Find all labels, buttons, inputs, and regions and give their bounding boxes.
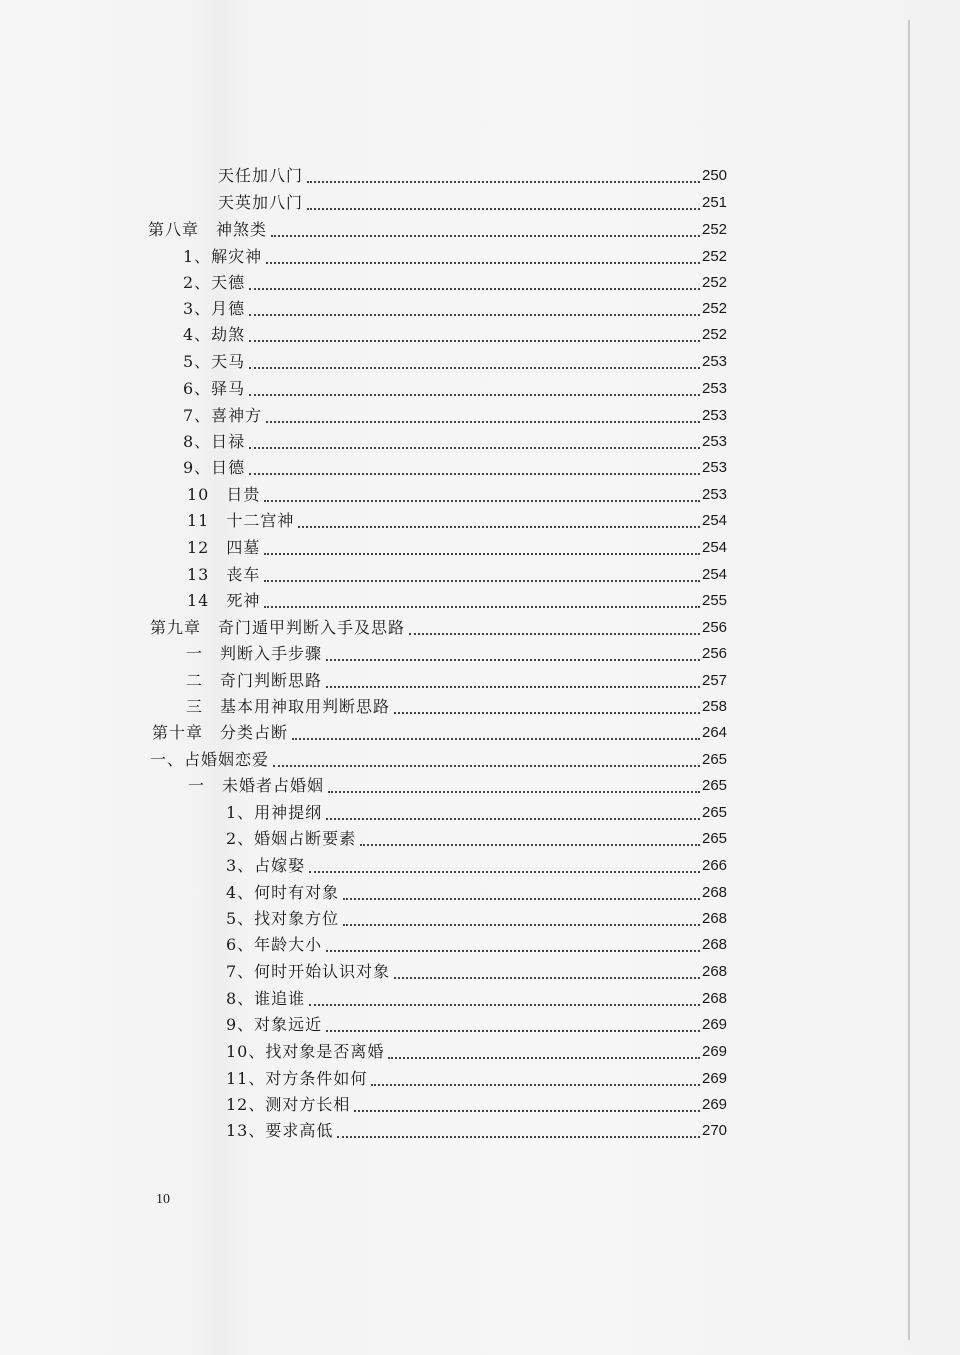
toc-leader-dots: [271, 235, 700, 237]
toc-entry-title: 6、年龄大小: [226, 935, 323, 954]
toc-entry-page: 253: [702, 433, 728, 450]
toc-entry-page: 257: [702, 672, 728, 689]
toc-leader-dots: [266, 421, 700, 423]
toc-entry-page: 265: [702, 777, 728, 794]
toc-entry: [0, 959, 960, 985]
toc-entry: [0, 1012, 960, 1038]
toc-leader-dots: [249, 288, 700, 290]
toc-entry-title: 9、对象远近: [226, 1015, 323, 1034]
toc-entry: [0, 322, 960, 348]
toc-entry-page: 268: [702, 936, 728, 953]
toc-entry-title: 2、婚姻占断要素: [226, 829, 357, 848]
toc-entry-title: 天英加八门: [218, 193, 304, 212]
toc-entry: [0, 826, 960, 852]
toc-entry: [0, 349, 960, 375]
toc-entry-page: 265: [702, 830, 728, 847]
toc-entry: [0, 1092, 960, 1118]
toc-leader-dots: [307, 181, 700, 183]
toc-entry-page: 253: [702, 459, 728, 476]
page-number: 10: [156, 1192, 170, 1207]
toc-entry: [0, 615, 960, 641]
toc-entry: [0, 641, 960, 667]
toc-entry: [0, 217, 960, 243]
toc-entry-page: 251: [702, 194, 728, 211]
toc-entry-page: 253: [702, 353, 728, 370]
toc-entry: [0, 986, 960, 1012]
toc-leader-dots: [249, 340, 700, 342]
toc-entry-title: 7、何时开始认识对象: [226, 962, 391, 981]
toc-entry-page: 250: [702, 167, 728, 184]
toc-entry-title: 11 十二宫神: [187, 511, 295, 530]
toc-entry-page: 269: [702, 1043, 728, 1060]
toc-entry-title: 二 奇门判断思路: [186, 671, 323, 690]
toc-entry-title: 14 死神: [187, 591, 261, 610]
toc-entry: [0, 747, 960, 773]
toc-leader-dots: [266, 262, 700, 264]
toc-entry: [0, 508, 960, 534]
toc-entry-page: 258: [702, 698, 728, 715]
toc-entry-title: 12、测对方长相: [226, 1095, 351, 1114]
toc-entry-page: 270: [702, 1122, 728, 1139]
toc-leader-dots: [337, 1136, 700, 1138]
toc-leader-dots: [249, 394, 700, 396]
toc-entry-title: 8、日禄: [183, 432, 246, 451]
toc-entry-title: 4、何时有对象: [226, 883, 340, 902]
toc-leader-dots: [328, 791, 700, 793]
toc-leader-dots: [264, 606, 700, 608]
toc-entry-title: 第九章 奇门遁甲判断入手及思路: [150, 618, 406, 637]
toc-leader-dots: [326, 950, 700, 952]
toc-entry-page: 256: [702, 645, 728, 662]
toc-entry-page: 269: [702, 1096, 728, 1113]
toc-entry-title: 12 四墓: [187, 538, 261, 557]
toc-leader-dots: [249, 447, 700, 449]
toc-entry-page: 268: [702, 884, 728, 901]
toc-entry-page: 252: [702, 274, 728, 291]
toc-leader-dots: [264, 580, 700, 582]
toc-entry-page: 252: [702, 300, 728, 317]
toc-leader-dots: [298, 526, 700, 528]
toc-entry-title: 13、要求高低: [226, 1121, 334, 1140]
toc-entry-title: 天任加八门: [218, 166, 304, 185]
toc-entry: [0, 1118, 960, 1144]
toc-entry: [0, 800, 960, 826]
toc-entry: [0, 482, 960, 508]
toc-entry-title: 6、驿马: [183, 379, 246, 398]
toc-leader-dots: [354, 1110, 700, 1112]
toc-entry-title: 8、谁追谁: [226, 989, 306, 1008]
toc-entry-title: 一 未婚者占婚姻: [188, 776, 325, 795]
toc-entry: [0, 880, 960, 906]
toc-entry-page: 268: [702, 910, 728, 927]
toc-entry-page: 269: [702, 1016, 728, 1033]
toc-entry-title: 4、劫煞: [183, 325, 246, 344]
toc-entry: [0, 588, 960, 614]
toc-entry-page: 254: [702, 566, 728, 583]
toc-leader-dots: [249, 367, 700, 369]
toc-entry-page: 254: [702, 512, 728, 529]
toc-leader-dots: [249, 314, 700, 316]
toc-entry-title: 10、找对象是否离婚: [226, 1042, 385, 1061]
toc-entry-page: 253: [702, 486, 728, 503]
toc-entry-page: 268: [702, 990, 728, 1007]
toc-leader-dots: [309, 871, 700, 873]
toc-leader-dots: [307, 208, 700, 210]
toc-entry-title: 5、找对象方位: [226, 909, 340, 928]
toc-leader-dots: [326, 818, 700, 820]
toc-entry-title: 3、占嫁娶: [226, 856, 306, 875]
toc-entry-page: 252: [702, 248, 728, 265]
toc-entry-title: 第八章 神煞类: [148, 220, 268, 239]
toc-entry-title: 9、日德: [183, 458, 246, 477]
toc-entry: [0, 163, 960, 189]
toc-entry-title: 一、占婚姻恋爱: [150, 750, 270, 769]
toc-entry: [0, 720, 960, 746]
toc-entry-page: 254: [702, 539, 728, 556]
toc-entry-title: 1、解灾神: [183, 247, 263, 266]
toc-entry-page: 265: [702, 804, 728, 821]
toc-entry: [0, 190, 960, 216]
toc-entry-page: 253: [702, 407, 728, 424]
toc-entry-page: 253: [702, 380, 728, 397]
toc-entry-title: 2、天德: [183, 273, 246, 292]
toc-leader-dots: [394, 712, 700, 714]
toc-entry-title: 11、对方条件如何: [226, 1069, 368, 1088]
toc-entry: [0, 244, 960, 270]
toc-entry: [0, 376, 960, 402]
toc-leader-dots: [264, 553, 700, 555]
toc-entry-page: 264: [702, 724, 728, 741]
toc-entry: [0, 694, 960, 720]
toc-entry: [0, 455, 960, 481]
toc-entry-page: 256: [702, 619, 728, 636]
toc-entry: [0, 773, 960, 799]
toc-leader-dots: [394, 977, 700, 979]
toc-leader-dots: [273, 765, 700, 767]
toc-leader-dots: [388, 1057, 700, 1059]
toc-entry-title: 5、天马: [183, 352, 246, 371]
toc-entry-page: 252: [702, 221, 728, 238]
toc-leader-dots: [371, 1084, 700, 1086]
toc-entry-page: 252: [702, 326, 728, 343]
toc-leader-dots: [326, 686, 700, 688]
toc-entry: [0, 668, 960, 694]
toc-entry-title: 三 基本用神取用判断思路: [186, 697, 391, 716]
toc-entry-title: 第十章 分类占断: [152, 723, 289, 742]
toc-entry-title: 7、喜神方: [183, 406, 263, 425]
toc-entry: [0, 535, 960, 561]
toc-entry-title: 13 丧车: [187, 565, 261, 584]
toc-entry: [0, 403, 960, 429]
toc-entry-page: 269: [702, 1070, 728, 1087]
toc-entry-page: 266: [702, 857, 728, 874]
toc-entry: [0, 1039, 960, 1065]
toc-entry-page: 268: [702, 963, 728, 980]
toc-leader-dots: [249, 473, 700, 475]
toc-entry: [0, 1066, 960, 1092]
toc-entry-title: 10 日贵: [187, 485, 261, 504]
toc-entry: [0, 296, 960, 322]
toc-entry: [0, 429, 960, 455]
toc-leader-dots: [360, 844, 700, 846]
toc-leader-dots: [326, 659, 700, 661]
toc-entry-page: 255: [702, 592, 728, 609]
toc-entry-title: 一 判断入手步骤: [186, 644, 323, 663]
toc-entry: [0, 562, 960, 588]
toc-leader-dots: [292, 738, 700, 740]
toc-entry: [0, 853, 960, 879]
toc-entry: [0, 906, 960, 932]
toc-leader-dots: [326, 1030, 700, 1032]
toc-leader-dots: [264, 500, 700, 502]
toc-entry-title: 3、月德: [183, 299, 246, 318]
toc-entry: [0, 932, 960, 958]
toc-entry-page: 265: [702, 751, 728, 768]
toc-entry: [0, 270, 960, 296]
toc-leader-dots: [343, 924, 700, 926]
toc-entry-title: 1、用神提纲: [226, 803, 323, 822]
toc-leader-dots: [409, 633, 700, 635]
toc-leader-dots: [309, 1004, 700, 1006]
toc-leader-dots: [343, 898, 700, 900]
